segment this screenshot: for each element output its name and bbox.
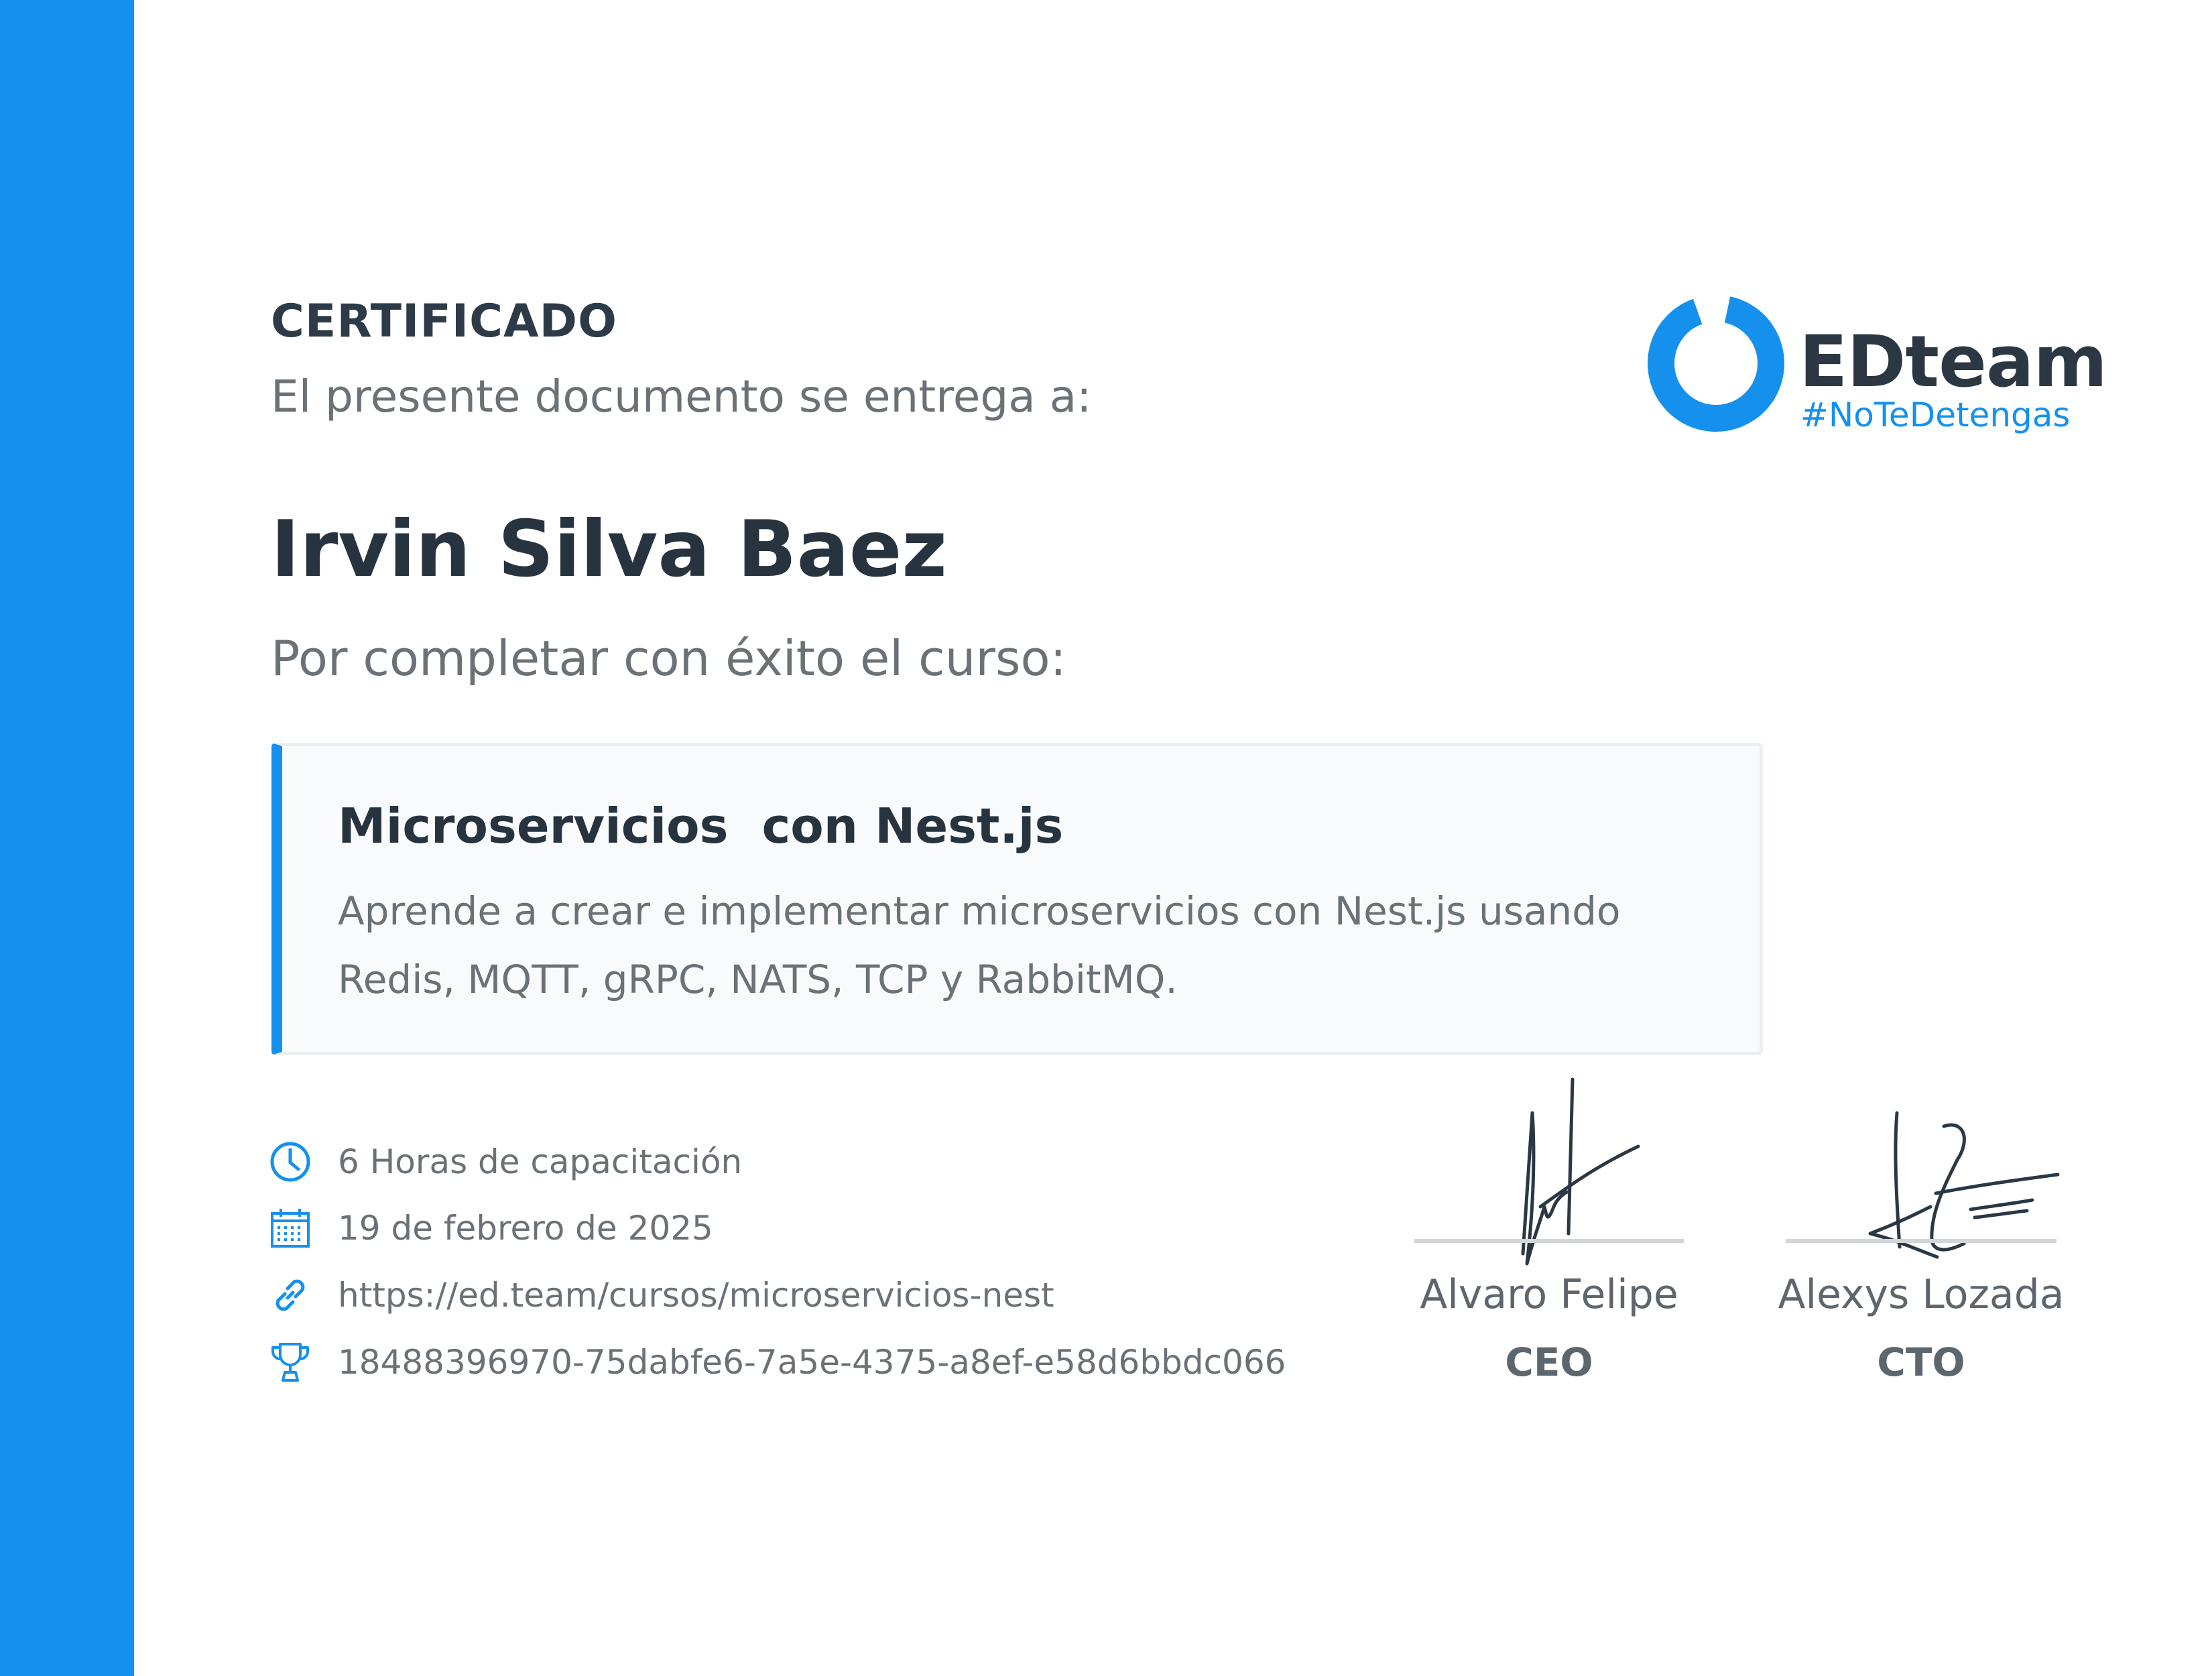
- accent-side-bar: [0, 0, 134, 1676]
- link-icon: [268, 1273, 312, 1317]
- logo-wordmark: EDteam: [1799, 320, 2107, 403]
- detail-certificate-id: [268, 1339, 1286, 1386]
- detail-date-text: 19 de febrero de 2025: [338, 1209, 713, 1248]
- detail-date: [268, 1205, 713, 1252]
- detail-certificate-id-text: 18488396970-75dabfe6-7a5e-4375-a8ef-e58d6bbdc066: [338, 1343, 1286, 1382]
- calendar-icon: [268, 1206, 312, 1250]
- course-title: Microservicios con Nest.js: [338, 798, 1064, 854]
- ceo-name: Alvaro Felipe: [1420, 1271, 1678, 1318]
- detail-duration: [268, 1138, 742, 1185]
- detail-duration-text: 6 Horas de capacitación: [338, 1142, 743, 1181]
- completion-text: Por completar con éxito el curso:: [271, 630, 1066, 686]
- cto-name: Alexys Lozada: [1778, 1271, 2065, 1318]
- detail-url-text: https://ed.team/cursos/microservicios-nest: [338, 1276, 1054, 1315]
- logo-tagline: #NoTeDetengas: [1800, 396, 2071, 434]
- ceo-role: CEO: [1505, 1339, 1593, 1385]
- cto-signature-line: [1786, 1239, 2056, 1243]
- ceo-signature-line: [1414, 1239, 1684, 1243]
- ceo-signature: [1495, 1073, 1656, 1274]
- clock-icon: [268, 1140, 312, 1184]
- edteam-ring-icon: [1642, 288, 1790, 436]
- certificate-label: CERTIFICADO: [271, 295, 617, 348]
- trophy-icon: [268, 1340, 312, 1384]
- course-description: Aprende a crear e implementar microservicios con Nest.js usando Redis, MQTT, gRPC, NATS, TCP y RabbitMQ.: [338, 888, 1621, 1002]
- recipient-name: Irvin Silva Baez: [271, 504, 947, 595]
- cto-role: CTO: [1877, 1339, 1965, 1385]
- edteam-logo: [1642, 288, 2107, 436]
- detail-url: [268, 1272, 1054, 1319]
- cto-signature: [1857, 1106, 2071, 1267]
- intro-text: El presente documento se entrega a:: [271, 371, 1092, 422]
